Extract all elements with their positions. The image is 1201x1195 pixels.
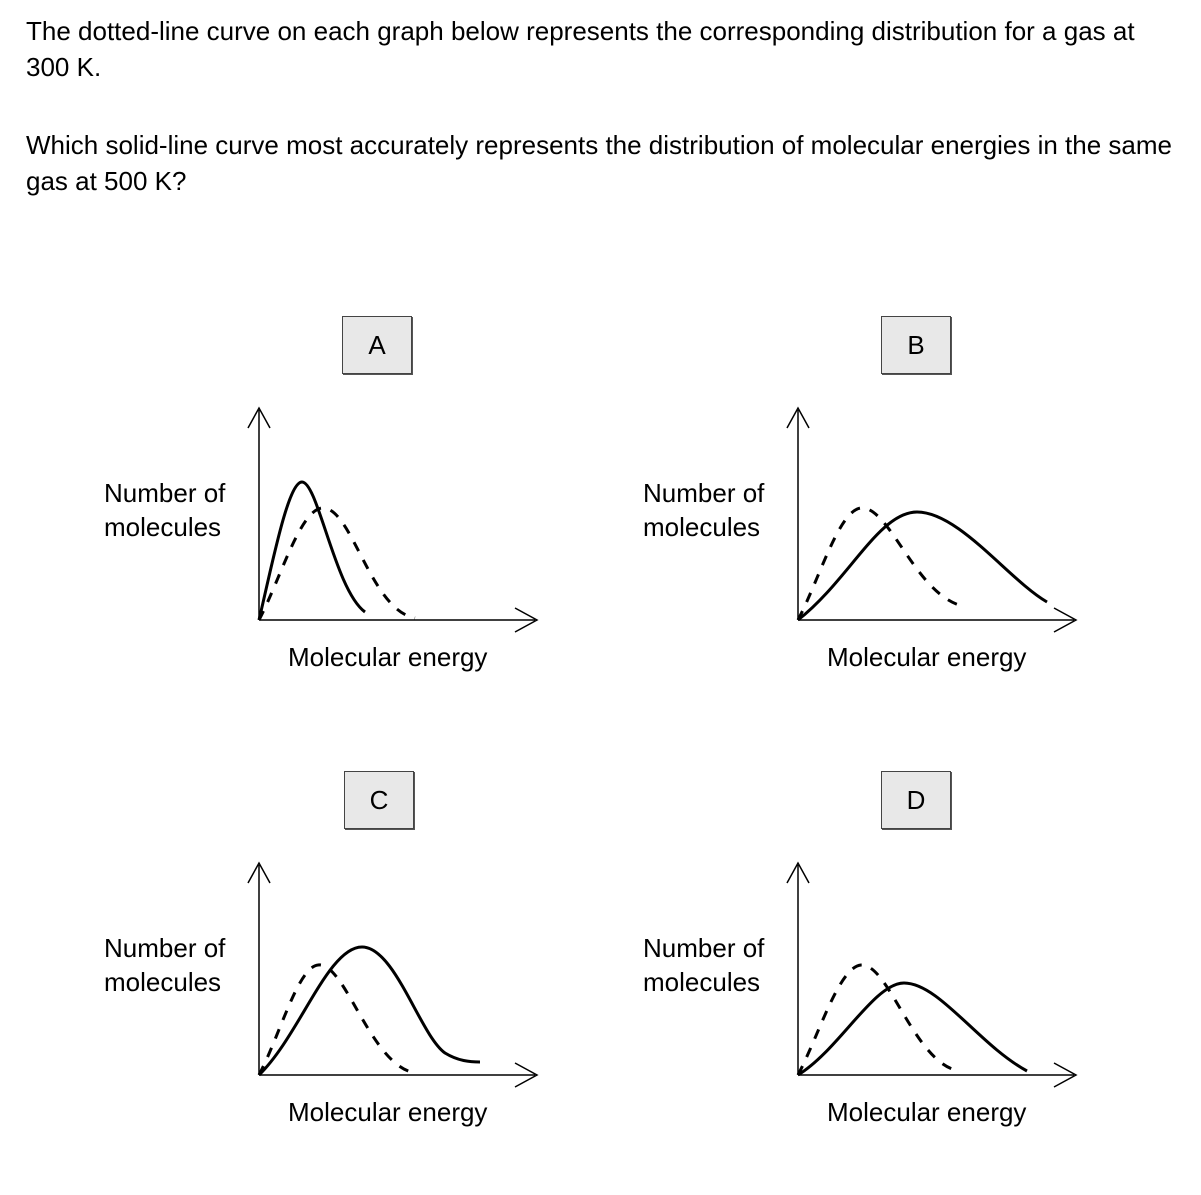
option-a-graph (0, 290, 540, 740)
y-axis-label: Number of molecules (643, 478, 765, 542)
option-d-label[interactable]: D (881, 771, 951, 829)
dotted-curve-300k (798, 508, 959, 620)
y-axis-label: Number of molecules (104, 478, 226, 542)
option-c-label[interactable]: C (344, 771, 414, 829)
option-d-graph (539, 745, 1079, 1195)
y-axis-label: Number of molecules (643, 933, 765, 997)
dotted-curve-300k (798, 965, 959, 1075)
solid-curve (259, 482, 365, 620)
solid-curve (798, 512, 1047, 620)
x-axis-label: Molecular energy (288, 642, 488, 672)
graph-axes (539, 745, 1079, 1195)
option-c-graph (0, 745, 540, 1195)
question-prompt: Which solid-line curve most accurately represents the distribution of molecular energies in the same gas at 500 K? (26, 130, 1172, 196)
x-axis-label: Molecular energy (288, 1097, 488, 1127)
y-axis-label: Number of molecules (104, 933, 226, 997)
question-intro: The dotted-line curve on each graph below represents the corresponding distribution for a gas at 300 K. (26, 16, 1135, 82)
x-axis-label: Molecular energy (827, 642, 1027, 672)
option-b-label[interactable]: B (881, 316, 951, 374)
option-b-graph (539, 290, 1079, 740)
x-axis-label: Molecular energy (827, 1097, 1027, 1127)
graph-axes (0, 745, 540, 1195)
option-a-label[interactable]: A (342, 316, 412, 374)
graph-axes (0, 290, 540, 740)
graph-axes (539, 290, 1079, 740)
solid-curve (259, 947, 480, 1075)
dotted-curve-300k (259, 965, 415, 1075)
